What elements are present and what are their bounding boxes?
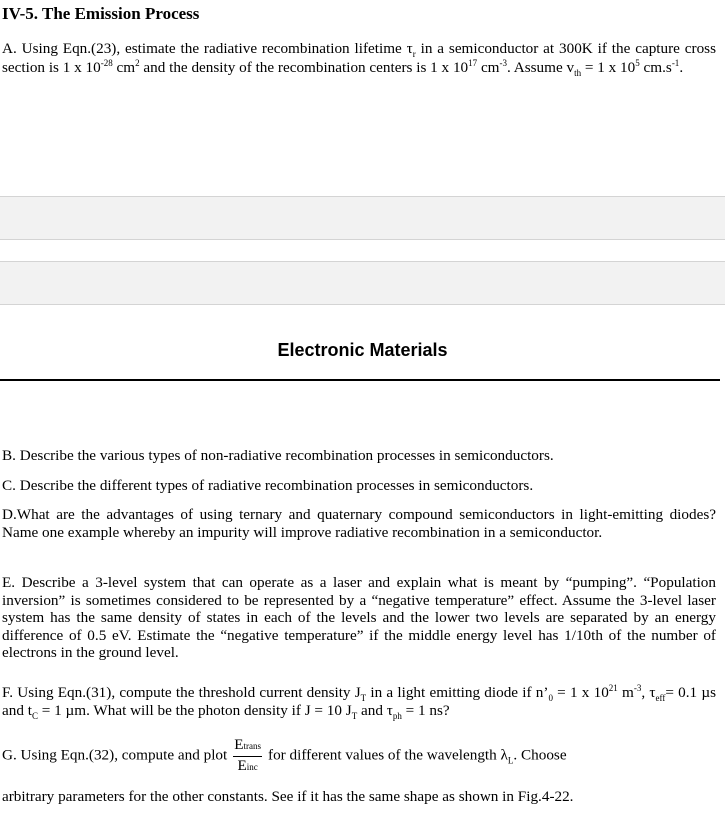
question-f: F. Using Eqn.(31), compute the threshold current density $J_T$ in a light emitting diode if $n’_0 = 1$ x $10^{21}$ $m^{-3}$, $\tau_{eff}= 0.1$ µs and $t_C = 1$ µm. What will be the photon density if J = 10 $J_T$ and $\tau_{ph} = 1$ ns? xyxy=(2,682,716,721)
page-gap-divider xyxy=(0,239,725,240)
question-d: D.What are the advantages of using ternary and quaternary compound semiconductors in light-emitting diodes? Name one example whereby an impurity will improve radiative recombination in a semiconductor. xyxy=(2,506,716,541)
question-e: E. Describe a 3-level system that can operate as a laser and explain what is meant by “pumping”. “Population inversion” is sometimes considered to be represented by a “negative temperature” effect. Assume the 3-level laser system has the same density of states in each of the levels and the lower two levels are separated by an energy difference of 0.5 eV. Estimate the “negative temperature” if the middle energy level has 1/10th of the number of electrons in the ground level. xyxy=(2,574,716,661)
running-header: Electronic Materials xyxy=(277,340,448,360)
page-title: IV-5. The Emission Process xyxy=(2,4,200,23)
question-a: A. Using Eqn.(23), estimate the radiative recombination lifetime $\tau_r$ in a semiconductor at 300K if the capture cross section is 1 x $10^{-28}$ $cm^2$ and the density of the recombination centers is 1 x $10^{17}$ $cm^{-3}$. Assume $v_{th} = 1$ x $10^5$ $cm.s^{-1}$. xyxy=(2,40,716,78)
question-g-continued: arbitrary parameters for the other constants. See if it has the same shape as shown in Fig.4-22. xyxy=(2,788,574,805)
question-c: C. Describe the different types of radiative recombination processes in semiconductors. xyxy=(2,477,534,494)
question-b: B. Describe the various types of non-radiative recombination processes in semiconductors. xyxy=(2,447,554,464)
question-g: G. Using Eqn.(32), compute and plot $\frac{\text{Etrans}}{\text{Einc}}$ for different values of the wavelength $\lambda_L$. Choose xyxy=(2,736,716,776)
page-gap-divider xyxy=(0,304,725,305)
header-rule xyxy=(0,379,720,381)
energy-ratio-fraction: $\frac{\text{Etrans}}{\text{Einc}}$ xyxy=(234,736,262,774)
page-gap-band xyxy=(0,261,725,305)
page-gap-band xyxy=(0,196,725,240)
